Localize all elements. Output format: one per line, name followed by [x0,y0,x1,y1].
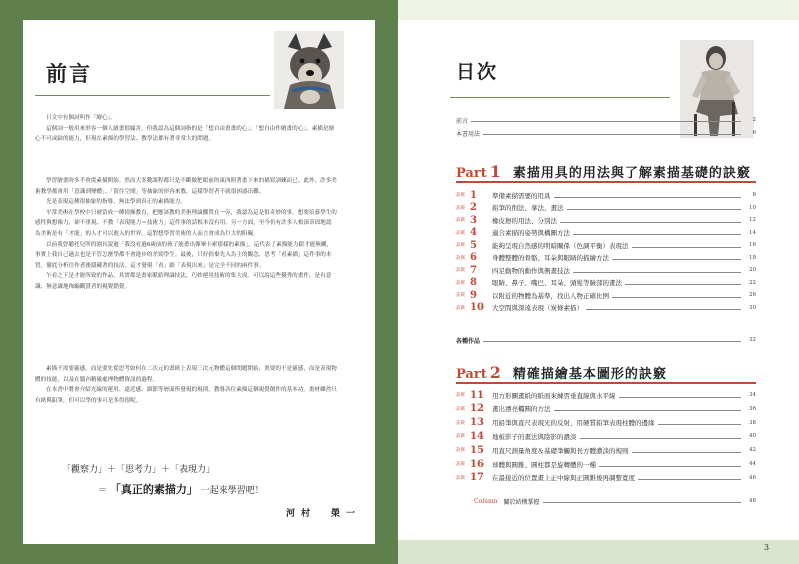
tip-tag: 訣竅 [456,420,465,426]
leader-dots [612,259,741,260]
part-2-rule [456,382,756,384]
column-text: 關於結構掌握 [503,498,540,506]
leader-dots [560,222,741,223]
part-number: 1 [489,162,501,181]
toc-page: 2 [752,117,756,123]
tip-tag: 訣竅 [456,406,465,412]
toc-page: 48 [749,498,756,504]
tip-tag: 訣竅 [456,243,465,248]
dog-drawing-image [274,31,344,109]
preface-body-2 [35,176,337,293]
toc-page: 30 [749,304,756,311]
leader-dots [625,284,741,285]
tip-tag: 訣竅 [456,255,465,261]
toc-page: 22 [749,279,756,286]
tip-tag: 訣竅 [456,448,465,454]
tip-number: 16 [470,458,484,470]
part-label: Part [456,367,487,382]
tip-tag: 訣竅 [456,393,465,398]
tip-number: 17 [470,472,484,484]
leader-dots [554,197,742,198]
tip-title: 眼睛、鼻子、嘴巴、耳朵、頭髮等臉部的畫法 [492,279,622,287]
toc-page: 14 [749,229,756,236]
preface-paragraph: 學習繪畫時多半會從素描開始。然而大多數課程都只是不斷做把眼前的東西照著畫下來的描寫訓練而已。此外，許多美術教學都會用「意識到變體」、「留住空間」等抽象的形容來教，這樣學習者不就很困惑出難。 [35,178,337,195]
tip-title: 用鉛筆與直尺表現光的反射，用硬質鉛筆表現柱體的邊緣 [492,419,655,428]
tip-number: 7 [470,264,477,276]
leader-dots [638,479,741,480]
leader-dots [586,309,741,310]
tip-tag: 訣竅 [456,268,465,273]
tip-tag: 訣竅 [456,218,465,223]
toc-page: 6 [752,130,756,136]
toc-title-rule [450,97,670,98]
tip-number: 12 [470,403,484,415]
toc-item-14[interactable] [456,430,756,442]
tip-tag: 訣竅 [456,434,465,440]
toc-page: 46 [749,474,756,481]
preface-body-1 [35,113,337,145]
quote-line-1: 「觀察力」＋「思考力」＋「表現力」 [62,465,216,475]
part-title: 精確描繪基本圖形的訣竅 [512,367,667,382]
toc-gallery[interactable] [456,335,756,345]
toc-page: 20 [749,267,756,273]
tip-title: 四足動物的動作與側畫技法 [492,266,570,275]
leader-dots [573,234,741,235]
tip-title: 身體整體的骨骼、耳朵與眼睛的描繪方法 [492,254,609,262]
toc-page: 40 [749,433,756,440]
tip-tag: 訣竅 [456,462,465,467]
toc-front-matter-howto[interactable] [456,128,756,138]
toc-item-10[interactable] [456,302,756,314]
preface-paragraph: 乍看之下是才能所致的作品，其實都是畫家脈絡理論技法，巧妙運用技術的集大成。可以說這些優秀的畫作，是有意識、無意識地佈編觀賞者的視覺錯覺。 [35,273,332,290]
preface-paragraph: 這個詞一般用來形容一個人繪畫很厲害，但我認為這個詞指的是「想自由畫畫的心」。「想自由作繪畫的心」。素描是繪心不可或缺的能力，但現在素描的學習法、教學法都有著非常大的問題。 [35,125,335,143]
toc-item-11[interactable] [456,389,756,401]
tip-tag: 訣竅 [456,193,465,198]
tip-number: 6 [470,252,477,263]
tip-title: 用方形圖畫紙的紙面來練習垂直線與水平線 [492,391,616,400]
tip-number: 11 [470,389,484,401]
part-2-heading [456,363,667,382]
tip-title: 準備素描需要的用具 [492,191,551,200]
part-1-heading [456,162,751,181]
tip-tag: 訣竅 [456,293,465,298]
leader-dots [554,410,742,411]
page-number: 3 [764,543,770,552]
tip-tag: 訣竅 [456,230,465,236]
tip-tag: 訣竅 [456,205,465,211]
tip-title: 球體與圓錐、圓柱都是旋轉體的一種 [492,460,596,469]
part-number: 2 [489,363,501,382]
tip-title: 用直尺測量角度＆基礎筆觸與長方體濃淡的規則 [492,446,629,455]
preface-paragraph: 平常美術在學校中只被當成一種情操教育，把應該教的美術理論擱置在一旁，我認為這是很奇妙的事。想要培養學生的感性與想像力，卻不重視、不教「表現能力＝技術力」這件事的話根本沒有用。另一方面，至今仍有許多人根深蒂固地認為美術是有「才能」的人才可以進入的世界，這對想學習美術的人而言會成為巨大的阻礙。 [35,209,337,237]
part-label: Part [456,166,487,181]
tip-number: 2 [470,202,477,213]
preface-quote [62,462,322,497]
right-bottom-band [398,540,799,564]
tip-number: 5 [470,239,477,251]
leader-dots [573,272,741,273]
toc-page: 36 [749,405,756,412]
tip-number: 9 [470,289,477,301]
leader-dots [658,424,742,425]
leader-dots [567,209,742,210]
tip-number: 13 [470,417,484,429]
tip-number: 10 [470,302,484,313]
leader-dots [580,438,742,439]
tip-number: 3 [470,214,477,226]
column-label: Column [474,497,498,505]
toc-item-3[interactable] [456,214,756,226]
toc-item-9[interactable] [456,289,756,301]
gallery-label: 各種作品 [456,337,481,345]
author-signature: 河村 榮一 [286,509,362,519]
toc-title: 日次 [456,61,499,83]
tip-number: 15 [470,444,484,456]
toc-page: 8 [752,192,756,198]
leader-dots [543,502,741,503]
toc-page: 18 [749,254,756,261]
leader-dots [483,341,741,342]
toc-page: 12 [749,217,756,223]
preface-paragraph: 素描不需要靈感，而是要先從思考如何在二次元的畫紙上表現三次元物體這個問題開始，重要的不是靈感，而是表現物體的技能，以及在腦內精確處理物體資訊的過程。 [35,366,337,383]
toc-item-17[interactable] [456,472,756,484]
toc-item-8[interactable] [456,277,756,289]
preface-title-rule [35,95,270,96]
tip-title: 大空間與深遠表現（炭條素描） [492,304,583,312]
toc-column[interactable] [474,496,756,506]
quote-emphasis: 「真正的素描力」 [109,483,198,496]
tip-title: 在最接近的位置畫上正中線與正圓錐後再調整寬度 [492,474,635,483]
preface-title: 前言 [46,61,92,86]
toc-item-7[interactable] [456,264,756,276]
leader-dots [612,297,741,298]
leader-dots [483,134,741,135]
preface-paragraph: 光是表現這種很抽象的指導，無法學到真正的素描能力。 [46,199,186,206]
toc-item-13[interactable] [456,417,756,429]
toc-page: 44 [749,461,756,467]
leader-dots [619,397,742,398]
toc-item-5[interactable] [456,239,756,251]
tip-number: 1 [470,189,477,201]
tip-title: 橡皮擦的用法、分別法 [492,216,557,225]
leader-dots [632,247,742,248]
toc-page: 42 [749,447,756,454]
toc-page: 32 [749,337,756,343]
toc-item-16[interactable] [456,458,756,470]
tip-title: 以附近的物體為基準，找出人物正確比例 [492,291,609,300]
tip-number: 8 [470,277,477,288]
toc-page: 16 [749,242,756,248]
toc-item-15[interactable] [456,444,756,456]
toc-item-2[interactable] [456,202,756,214]
toc-item-4[interactable] [456,227,756,239]
quote-equals: ＝ [98,486,108,496]
tip-title: 鉛筆的削法、拿法、畫法 [492,204,564,212]
toc-label: 本書用法 [456,130,481,138]
quote-tail: 一起來學習吧！ [200,486,264,496]
preface-paragraph: 以前我曾聽托兒所的園長說過「我沒看過6歲前的孩子能畫出像畢卡索那樣的素描」。這代表了素描能力跟才能無關，事實上我自己過去也是不管怎麼學都不會進步的差勁學生。最後，只好拾棄先入為主的觀念，思考「看素描」這件事的本質，徹底分析住作者後隱藏著的技法。這才發現「看」跟「表現出來」是完全不同的兩件事。 [35,241,333,269]
preface-paragraph: 在本書中將會介紹光線的運用、遠近感、細節等層面所發現的規則，教導各位素描這個視覺創作的基本功。畫材雖然只有紙與鉛筆，但可以學的事可是多得很呢。 [35,387,337,404]
part-title: 素描用具的用法與了解素描基礎的訣竅 [512,166,751,181]
tip-tag: 訣竅 [456,475,465,481]
tip-tag: 訣竅 [456,305,465,311]
toc-label: 前言 [456,117,469,125]
toc-item-6[interactable] [456,252,756,264]
toc-item-12[interactable] [456,403,756,415]
toc-page: 10 [749,204,756,211]
leader-dots [471,121,741,122]
preface-body-3 [35,364,337,406]
toc-front-matter-preface[interactable] [456,115,756,125]
tip-title: 適合素描的姿勢與構圖方法 [492,229,570,237]
preface-paragraph: 日文中有個詞叫作「繪心」。 [46,115,116,121]
part-1-rule [456,181,756,183]
leader-dots [632,452,742,453]
leader-dots [599,466,741,467]
quote-line-2 [98,481,322,497]
tip-title: 能夠呈現自然感的明暗關係（色調平衡）表現法 [492,241,629,250]
toc-page: 34 [749,392,756,398]
tip-tag: 訣竅 [456,280,465,286]
toc-page: 26 [749,292,756,298]
right-top-band [398,0,799,20]
tip-title: 地板影子的畫法與陰影的濃淡 [492,432,577,441]
tip-number: 14 [470,430,484,442]
tip-number: 4 [470,227,477,238]
toc-page: 38 [749,419,756,426]
toc-item-1[interactable] [456,189,756,201]
tip-title: 畫出漂亮橢圓的方法 [492,405,551,414]
